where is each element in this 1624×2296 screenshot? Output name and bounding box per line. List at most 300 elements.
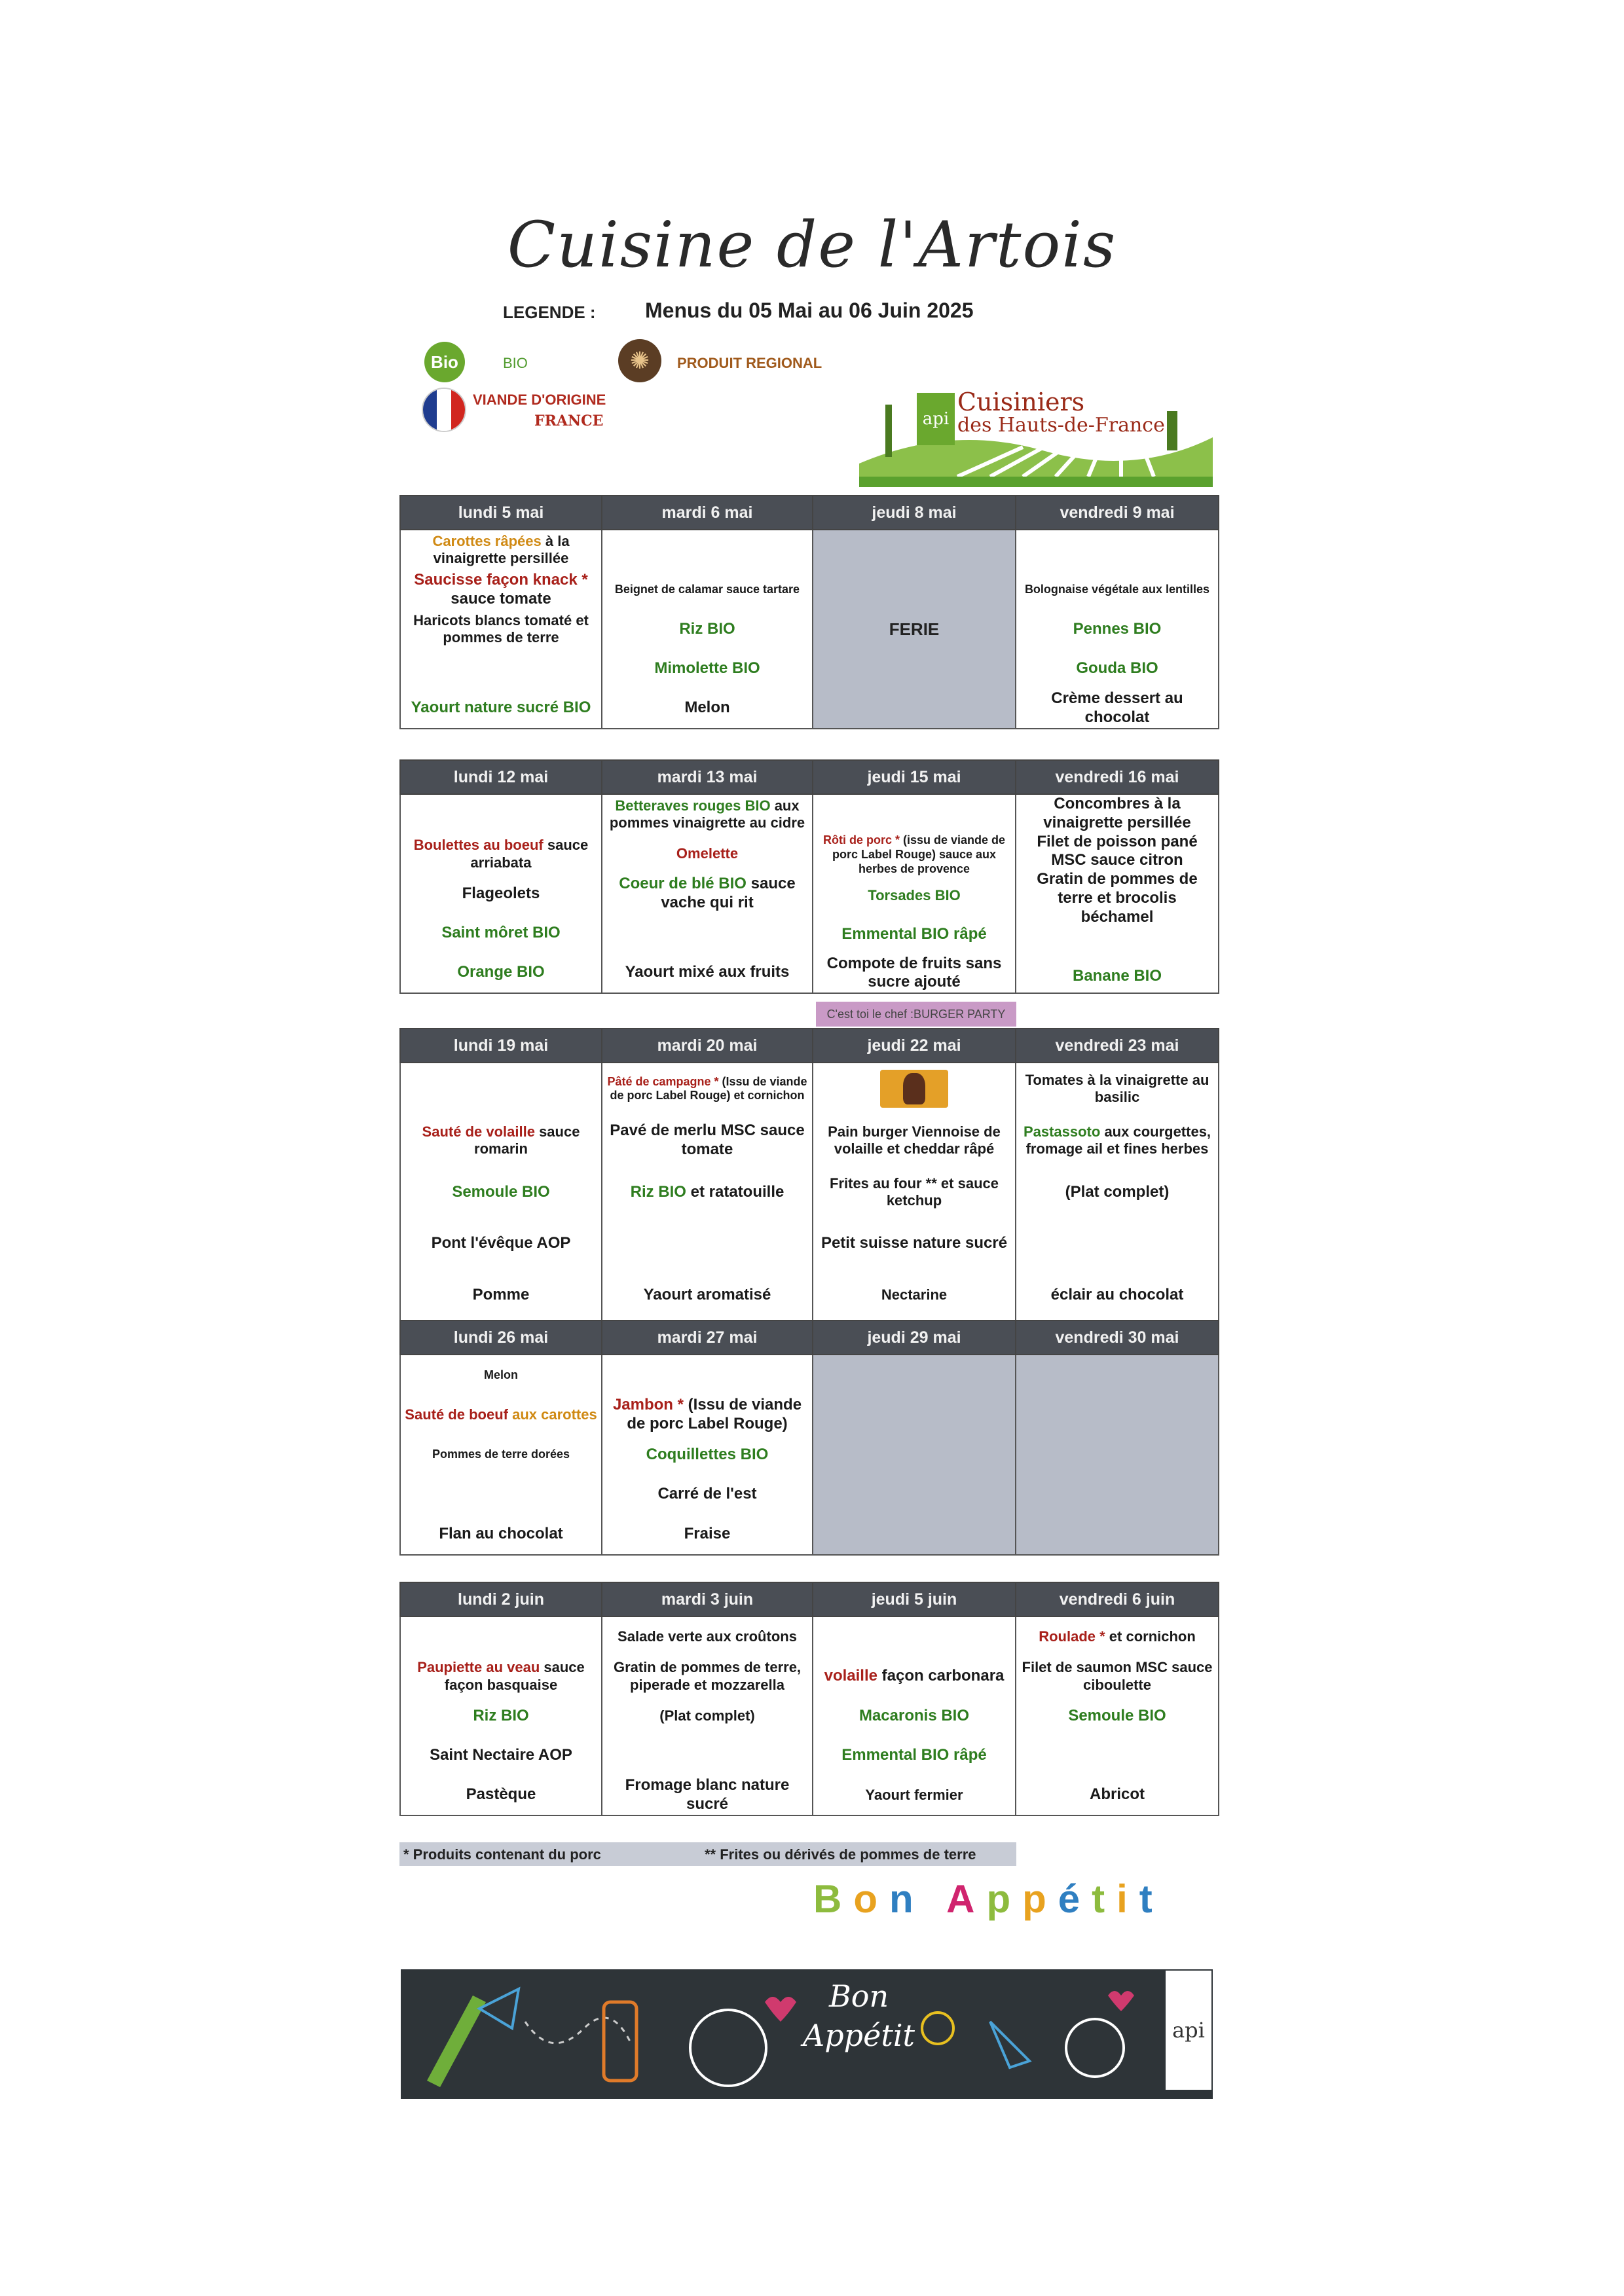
menu-item [1016, 570, 1218, 609]
menu-item-text [644, 1286, 771, 1305]
menu-item [602, 1218, 812, 1269]
day-header: lundi 26 mai [400, 1321, 602, 1355]
day-header: mardi 20 mai [602, 1029, 813, 1063]
menu-item-text [841, 925, 986, 944]
day-menu-cell [602, 1616, 813, 1815]
menu-item-text [659, 1707, 754, 1724]
day-header: lundi 5 mai [400, 496, 602, 530]
france-flag-icon [422, 388, 466, 432]
menu-item-part: aux pommes vinaigrette au cidre [609, 797, 805, 831]
menu-item-part: Fromage blanc nature sucré [625, 1776, 790, 1813]
menu-item [602, 1656, 812, 1696]
menu-item [602, 1617, 812, 1656]
menu-item-text [1025, 583, 1209, 597]
burger-image [813, 1063, 1015, 1115]
day-menu-cell [400, 1616, 602, 1815]
menu-item-part: éclair au chocolat [1050, 1286, 1184, 1304]
menu-item-text [817, 1175, 1011, 1210]
menu-item-part: Yaourt fermier [865, 1786, 963, 1803]
menu-item [401, 1617, 601, 1656]
menu-item [401, 1435, 601, 1475]
menu-item-part: Riz BIO [679, 619, 735, 638]
menu-item-part: Rôti de porc * [822, 833, 900, 847]
menu-item [1016, 960, 1218, 993]
menu-item [602, 570, 812, 609]
day-header: lundi 12 mai [400, 760, 602, 794]
menu-item [1016, 530, 1218, 570]
menu-item-text [684, 1525, 731, 1544]
menu-item [1016, 1776, 1218, 1815]
banner-text-line2: Appétit [803, 2017, 915, 2053]
menu-item-part: aux courgettes, fromage ail et fines herbes [1025, 1123, 1211, 1157]
menu-item [602, 530, 812, 570]
menu-item-text [606, 1121, 808, 1159]
bio-icon: Bio [424, 342, 465, 382]
banner-bon-appetit [803, 1977, 915, 2056]
menu-item-text [1073, 967, 1162, 986]
menu-item [813, 795, 1015, 833]
menu-item-text [657, 1485, 756, 1504]
menu-item [401, 1514, 601, 1554]
menu-item-part: (Plat complet) [1065, 1182, 1170, 1201]
legend-viande-line1: VIANDE D'ORIGINE [473, 392, 606, 408]
bon-appetit-letter: i [1116, 1877, 1139, 1921]
menu-item-part: Sauté de boeuf [405, 1406, 508, 1423]
closed-day-label [813, 1355, 1015, 1554]
menu-item [401, 795, 601, 834]
menu-item-part: Carré de l'est [657, 1485, 757, 1503]
menu-item [1016, 1218, 1218, 1269]
day-menu-cell [602, 1355, 813, 1555]
menu-item [602, 953, 812, 993]
menu-item [813, 1269, 1015, 1321]
menu-item [602, 874, 812, 913]
menu-item-text [859, 1707, 969, 1726]
menu-item-text [606, 875, 808, 913]
menu-item [602, 610, 812, 649]
menu-item-part: Pavé de merlu MSC sauce tomate [610, 1121, 805, 1159]
legend-viande-line2: FRANCE [534, 412, 604, 429]
menu-item-part: Yaourt mixé aux fruits [625, 963, 790, 981]
menu-item-part: Gratin de pommes de terre, piperade et mozzarella [613, 1659, 802, 1693]
legend-regional-text: PRODUIT REGIONAL [677, 355, 822, 371]
menu-item-part: Carottes râpées [432, 532, 542, 549]
menu-item-part: Roulade * [1039, 1628, 1105, 1645]
day-menu-cell [813, 794, 1016, 993]
menu-item-part: à la vinaigrette persillée [433, 532, 570, 567]
menu-item-part: Tomates à la vinaigrette au basilic [1025, 1072, 1209, 1106]
menu-item [401, 1776, 601, 1815]
menu-item-part: sauce romarin [474, 1123, 580, 1157]
menu-item [401, 1269, 601, 1321]
menu-item-text [405, 571, 597, 609]
menu-item [602, 1063, 812, 1115]
menu-item-part: Omelette [676, 845, 739, 862]
logo-name-line2: des Hauts-de-France [957, 414, 1165, 437]
week-table [399, 1320, 1219, 1556]
legend-label: LEGENDE : [503, 302, 596, 322]
menu-item [401, 1656, 601, 1696]
menu-item-part: Semoule BIO [452, 1182, 550, 1201]
bon-appetit-letter: t [1092, 1877, 1117, 1921]
menu-item [813, 1776, 1015, 1815]
menu-item [401, 1395, 601, 1435]
menu-item-part: Compote de fruits sans sucre ajouté [826, 954, 1002, 991]
menu-item [1016, 689, 1218, 728]
bon-appetit-letter: o [853, 1877, 889, 1921]
menu-item-part: Nectarine [881, 1286, 948, 1303]
menu-item-part: Saucisse façon knack * [414, 570, 588, 589]
menu-item-text [1020, 833, 1214, 871]
burger-party-tag: C'est toi le chef :BURGER PARTY [816, 1002, 1016, 1027]
closed-day-cell [813, 530, 1016, 729]
menu-item [602, 1696, 812, 1736]
menu-item-text [457, 963, 544, 982]
menu-item-part: Boulettes au boeuf [413, 837, 544, 854]
menu-item [401, 953, 601, 993]
menu-item [602, 1474, 812, 1514]
closed-day-cell [1016, 1355, 1219, 1555]
menu-item [602, 649, 812, 688]
menu-item-part: façon carbonara [877, 1667, 1005, 1685]
regional-product-icon: ✺ [618, 339, 661, 382]
day-header: jeudi 15 mai [813, 760, 1016, 794]
menu-item-text [452, 1183, 549, 1202]
day-menu-cell [400, 1063, 602, 1322]
day-menu-cell [400, 1355, 602, 1555]
menu-item-part: Melon [684, 699, 730, 717]
menu-item-part: sauce façon basquaise [444, 1659, 585, 1693]
menu-item-part: Pomme [472, 1286, 530, 1304]
menu-item [401, 570, 601, 609]
menu-item-part: Macaronis BIO [858, 1706, 970, 1724]
menu-item-text [473, 1286, 530, 1305]
menu-item-part: Pennes BIO [1073, 619, 1162, 638]
menu-item-part: Paupiette au veau [417, 1659, 540, 1676]
menu-item-text [821, 1234, 1007, 1253]
menu-item-part: Sauté de volaille [422, 1123, 535, 1140]
day-menu-cell [1016, 530, 1219, 729]
menu-item-part: sauce tomate [451, 589, 551, 608]
menu-item-text [631, 1183, 784, 1202]
menu-item-text [466, 1785, 536, 1804]
menu-item [401, 689, 601, 728]
menu-item [401, 1218, 601, 1269]
day-menu-cell [1016, 1616, 1219, 1815]
bon-appetit-letter: t [1139, 1877, 1164, 1921]
menu-item [401, 1474, 601, 1514]
menu-item [1016, 870, 1218, 926]
menu-item-part: Torsades BIO [868, 886, 961, 903]
day-header: mardi 6 mai [602, 496, 813, 530]
menu-item-text [865, 1787, 963, 1804]
day-header: mardi 3 juin [602, 1582, 813, 1616]
menu-item-part: Riz BIO [630, 1182, 686, 1201]
menu-item-part: Orange BIO [457, 963, 545, 981]
bon-appetit-letter: A [946, 1877, 987, 1921]
menu-item [602, 1167, 812, 1218]
menu-item [813, 1218, 1015, 1269]
menu-item-part: Fraise [684, 1525, 731, 1543]
bon-appetit-letter: n [889, 1877, 925, 1921]
footnote-pork: * Produits contenant du porc [403, 1846, 601, 1863]
menu-item-part: et cornichon [1105, 1628, 1196, 1645]
menu-item-text [405, 837, 597, 871]
menu-item [602, 834, 812, 873]
menu-item-text [615, 583, 800, 597]
day-header: vendredi 16 mai [1016, 760, 1219, 794]
menu-item [602, 913, 812, 953]
menu-item-part: Gouda BIO [1076, 659, 1158, 678]
menu-item-text [1073, 620, 1162, 639]
menu-item-part: Yaourt aromatisé [643, 1286, 771, 1304]
menu-item [1016, 1269, 1218, 1321]
banner-api-badge: api [1166, 1971, 1211, 2090]
menu-item-part: Pastèque [466, 1785, 536, 1804]
menu-item-text [1020, 870, 1214, 926]
menu-item-text [868, 887, 960, 904]
day-menu-cell [813, 1063, 1016, 1322]
menu-item [401, 874, 601, 913]
day-header: lundi 19 mai [400, 1029, 602, 1063]
week-table [399, 1582, 1219, 1816]
menu-item-text [654, 659, 760, 678]
menu-item [401, 1063, 601, 1115]
day-header: vendredi 23 mai [1016, 1029, 1219, 1063]
bon-appetit-text [813, 1876, 1164, 1922]
menu-item [813, 833, 1015, 876]
day-menu-cell [602, 794, 813, 993]
menu-item-part: Semoule BIO [1068, 1706, 1166, 1724]
menu-item [602, 1435, 812, 1475]
day-menu-cell [1016, 1063, 1219, 1322]
menu-item [401, 610, 601, 649]
banner-text-line1: Bon [828, 1978, 889, 2014]
menu-item-text [841, 1746, 986, 1765]
menu-item-text [405, 612, 597, 647]
menu-item [813, 1696, 1015, 1736]
menu-item-part: Filet de saumon MSC sauce ciboulette [1022, 1659, 1213, 1693]
day-header: vendredi 6 juin [1016, 1582, 1219, 1616]
menu-item-part: et ratatouille [686, 1182, 784, 1201]
closed-day-label: FERIE [889, 619, 940, 639]
menu-item [602, 1736, 812, 1775]
menu-item-text [1020, 689, 1214, 727]
menu-item-part: (issu de viande de porc Label Rouge) sauce aux herbes de provence [832, 833, 1006, 875]
bon-appetit-letter: é [1058, 1877, 1092, 1921]
menu-item-text [606, 797, 808, 832]
page-title: Cuisine de l'Artois [507, 208, 1117, 282]
menu-item-text [618, 1628, 797, 1645]
menu-item [602, 689, 812, 728]
menu-item [813, 1656, 1015, 1696]
day-menu-cell [400, 530, 602, 729]
menu-item-text [646, 1446, 769, 1465]
menu-item-text [1020, 1659, 1214, 1694]
menu-item [602, 1776, 812, 1815]
menu-item-text [684, 699, 729, 718]
menu-item-text [473, 1707, 528, 1726]
menu-item-part: Beignet de calamar sauce tartare [614, 582, 800, 596]
menu-item-part: volaille [824, 1667, 877, 1685]
day-menu-cell [602, 530, 813, 729]
menu-item-part: (Issu de viande de porc Label Rouge) [627, 1396, 802, 1433]
day-header: vendredi 30 mai [1016, 1321, 1219, 1355]
menu-item-text [439, 1525, 563, 1544]
menu-item-text [432, 1234, 571, 1253]
menu-item [602, 1355, 812, 1395]
menu-item [1016, 1736, 1218, 1775]
menu-item [1016, 610, 1218, 649]
footnote-potato: ** Frites ou dérivés de pommes de terre [705, 1846, 976, 1863]
menu-item [1016, 1656, 1218, 1696]
menu-item-part: Petit suisse nature sucré [821, 1234, 1008, 1252]
menu-item-part: Flageolets [462, 884, 540, 902]
menu-item [1016, 833, 1218, 871]
menu-item-part: Gratin de pommes de terre et brocolis béchamel [1037, 870, 1198, 926]
menu-item-part: Salade verte aux croûtons [618, 1628, 797, 1645]
day-header: vendredi 9 mai [1016, 496, 1219, 530]
legend-bio-text: BIO [503, 355, 528, 371]
menu-item [602, 1115, 812, 1167]
menu-item-text [676, 845, 738, 862]
day-header: jeudi 8 mai [813, 496, 1016, 530]
day-menu-cell [602, 1063, 813, 1322]
day-menu-cell [813, 1616, 1016, 1815]
menu-item [813, 1167, 1015, 1218]
menu-item-part: Crème dessert au chocolat [1051, 689, 1183, 726]
menu-item-part: Haricots blancs tomaté et pommes de terre [413, 611, 589, 646]
menu-item [401, 649, 601, 688]
menu-item-part: Saint Nectaire AOP [430, 1746, 572, 1764]
menu-item-text [824, 1667, 1005, 1686]
menu-item-part: Frites au four ** et sauce ketchup [830, 1175, 999, 1209]
menu-item [602, 1395, 812, 1435]
day-header: jeudi 29 mai [813, 1321, 1016, 1355]
menu-item-part: (Issu de viande de porc Label Rouge) et cornichon [610, 1074, 807, 1102]
menu-item [401, 1167, 601, 1218]
menu-item-text [606, 1776, 808, 1814]
menu-item-text [1068, 1707, 1166, 1726]
menu-item [1016, 649, 1218, 688]
closed-day-label [1016, 1355, 1218, 1554]
menu-item-text [405, 1123, 597, 1158]
menu-item-part: Saint môret BIO [441, 924, 561, 942]
menu-item-text [405, 533, 597, 568]
day-menu-cell [400, 794, 602, 993]
menu-item-text [484, 1368, 518, 1383]
menu-item [1016, 1696, 1218, 1736]
menu-item-text [817, 955, 1011, 993]
menu-item [401, 1696, 601, 1736]
day-header: mardi 13 mai [602, 760, 813, 794]
logo-name-line1: Cuisiniers [957, 388, 1085, 416]
menu-item-part: aux carottes [507, 1406, 597, 1423]
menu-item-part: Riz BIO [473, 1706, 529, 1724]
menu-item [813, 1115, 1015, 1167]
menu-item-part: Pain burger Viennoise de volaille et cheddar râpé [828, 1123, 1001, 1157]
menu-item [401, 913, 601, 953]
menu-item-text [1020, 1072, 1214, 1106]
day-menu-cell [1016, 794, 1219, 993]
week-table [399, 759, 1219, 994]
menu-item-text [1065, 1183, 1170, 1202]
menu-item [1016, 1063, 1218, 1115]
menu-item [602, 795, 812, 834]
menu-item-text [1076, 659, 1158, 678]
menu-item [1016, 1115, 1218, 1167]
menu-item-text [432, 1448, 570, 1462]
week-table [399, 495, 1219, 729]
menu-item-part: sauce vache qui rit [661, 875, 796, 912]
menu-item-text [817, 1123, 1011, 1158]
bon-appetit-letter: B [813, 1877, 854, 1921]
menu-item-text [1051, 1286, 1184, 1305]
menu-item [813, 1736, 1015, 1775]
menu-item-part: Emmental BIO râpé [841, 1746, 987, 1764]
menu-item-part: Coeur de blé BIO [619, 875, 747, 893]
bon-appetit-letter [925, 1877, 946, 1921]
menu-item [602, 1269, 812, 1321]
menu-item-part: Pont l'évêque AOP [431, 1234, 571, 1252]
menu-item-text [625, 963, 790, 982]
menu-item-part: Abricot [1090, 1785, 1145, 1804]
menu-item-text [817, 833, 1011, 876]
menu-item [1016, 927, 1218, 960]
day-header: jeudi 22 mai [813, 1029, 1016, 1063]
api-badge: api [917, 393, 955, 445]
menu-item-part: Coquillettes BIO [646, 1445, 769, 1463]
menu-item [401, 1115, 601, 1167]
menu-item-part: Bolognaise végétale aux lentilles [1024, 582, 1210, 596]
burger-picture [880, 1070, 948, 1108]
day-header: lundi 2 juin [400, 1582, 602, 1616]
bon-appetit-letter: p [986, 1877, 1023, 1921]
menu-item-text [881, 1286, 947, 1303]
menu-item [813, 954, 1015, 993]
menu-item-part: Filet de poisson pané MSC sauce citron [1037, 832, 1198, 869]
menu-item [813, 876, 1015, 915]
menu-item-part: (Plat complet) [659, 1707, 755, 1724]
menu-item-part: sauce arriabata [470, 837, 589, 871]
menu-item-text [1020, 1123, 1214, 1158]
menu-item [813, 915, 1015, 953]
menu-item-text [411, 699, 591, 718]
menu-item [813, 1617, 1015, 1656]
menu-item-text [606, 1396, 808, 1434]
menu-item-part: Jambon * [612, 1396, 684, 1414]
closed-day-cell [813, 1355, 1016, 1555]
bon-appetit-letter: p [1022, 1877, 1058, 1921]
menu-item-part: Emmental BIO râpé [841, 924, 987, 943]
menu-item-text [430, 1746, 572, 1765]
menu-item-part: Betteraves rouges BIO [615, 797, 771, 814]
menu-item-text [405, 1406, 597, 1423]
menu-item-part: Flan au chocolat [439, 1525, 563, 1543]
menu-item-part: Mimolette BIO [654, 659, 760, 678]
menus-period-title: Menus du 05 Mai au 06 Juin 2025 [645, 299, 974, 322]
menu-item-text [606, 1659, 808, 1694]
menu-item [401, 834, 601, 873]
menu-item-text [405, 1659, 597, 1694]
menu-item-part: Pastassoto [1023, 1123, 1101, 1140]
menu-item-part: Pommes de terre dorées [432, 1448, 570, 1461]
menu-item [401, 1355, 601, 1395]
menu-item-text [1090, 1785, 1145, 1804]
menu-item-part: Banane BIO [1072, 966, 1162, 985]
week-table [399, 1028, 1219, 1322]
menu-item-part: Yaourt nature sucré BIO [411, 699, 591, 717]
